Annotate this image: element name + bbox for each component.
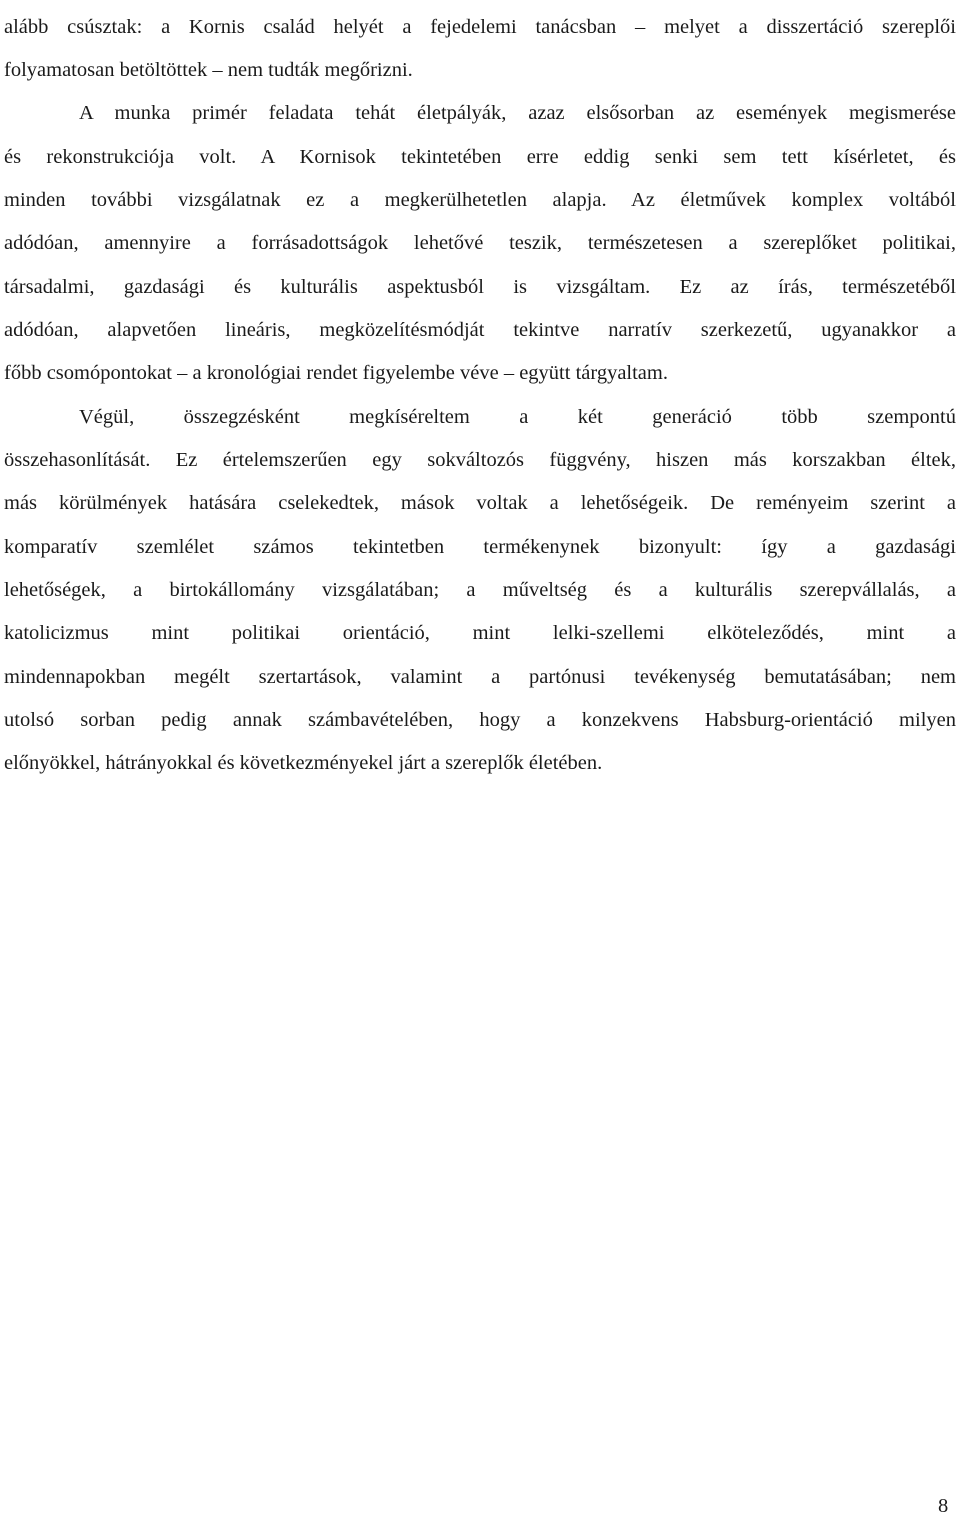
text-line: társadalmi, gazdasági és kulturális aspektusból is vizsgáltam. Ez az írás, természetéből: [4, 276, 956, 298]
text-line: alább csúsztak: a Kornis család helyét a fejedelemi tanácsban – melyet a disszertáció szereplői: [4, 16, 956, 38]
text-line: lehetőségek, a birtokállomány vizsgálatában; a műveltség és a kulturális szerepvállalás, a: [4, 579, 956, 601]
text-line: folyamatosan betöltöttek – nem tudták megőrizni.: [4, 59, 413, 81]
text-line: adódóan, alapvetően lineáris, megközelítésmódját tekintve narratív szerkezetű, ugyanakkor a: [4, 319, 956, 341]
text-line: minden további vizsgálatnak ez a megkerülhetetlen alapja. Az életművek komplex voltából: [4, 189, 956, 211]
text-line: előnyökkel, hátrányokkal és következményekel járt a szereplők életében.: [4, 752, 603, 774]
text-line: és rekonstrukciója volt. A Kornisok tekintetében erre eddig senki sem tett kísérletet, és: [4, 146, 956, 168]
text-line: utolsó sorban pedig annak számbavételében, hogy a konzekvens Habsburg-orientáció milyen: [4, 709, 956, 731]
text-line: más körülmények hatására cselekedtek, mások voltak a lehetőségeik. De reményeim szerint a: [4, 492, 956, 514]
text-line: Végül, összegzésként megkíséreltem a két generáció több szempontú: [79, 406, 956, 428]
text-line: összehasonlítását. Ez értelemszerűen egy sokváltozós függvény, hiszen más korszakban éltek,: [4, 449, 956, 471]
text-line: komparatív szemlélet számos tekintetben termékenynek bizonyult: így a gazdasági: [4, 536, 956, 558]
text-line: mindennapokban megélt szertartások, valamint a partónusi tevékenység bemutatásában; nem: [4, 666, 956, 688]
text-line: A munka primér feladata tehát életpályák, azaz elsősorban az események megismerése: [79, 102, 956, 124]
text-line: főbb csomópontokat – a kronológiai rendet figyelembe véve – együtt tárgyaltam.: [4, 362, 668, 384]
text-line: adódóan, amennyire a forrásadottságok lehetővé teszik, természetesen a szereplőket politikai,: [4, 232, 956, 254]
page-number: 8: [938, 1495, 949, 1517]
text-line: katolicizmus mint politikai orientáció, mint lelki-szellemi elköteleződés, mint a: [4, 622, 956, 644]
